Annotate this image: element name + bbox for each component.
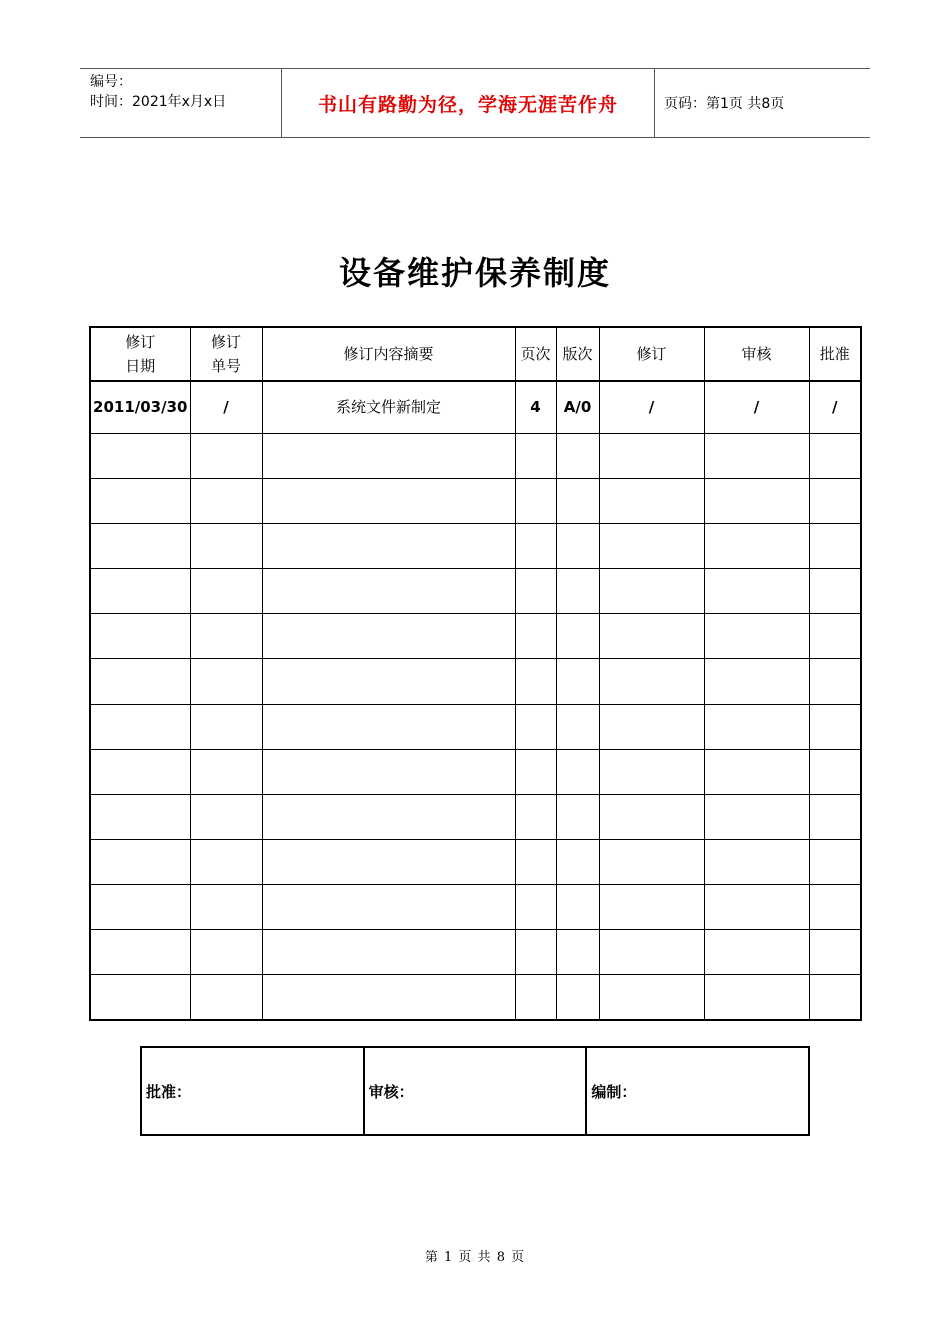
header-motto-cell xyxy=(282,69,655,137)
empty-cell xyxy=(704,569,809,614)
empty-cell xyxy=(809,794,861,839)
empty-cell xyxy=(190,930,262,975)
empty-cell xyxy=(515,975,556,1020)
table-row xyxy=(90,614,861,659)
table-row xyxy=(90,381,861,433)
empty-cell xyxy=(262,704,515,749)
empty-cell xyxy=(90,749,190,794)
empty-cell xyxy=(599,569,704,614)
empty-cell xyxy=(90,614,190,659)
empty-cell xyxy=(599,433,704,478)
empty-cell xyxy=(599,930,704,975)
empty-cell xyxy=(262,794,515,839)
empty-cell xyxy=(556,839,599,884)
empty-cell xyxy=(262,749,515,794)
empty-cell xyxy=(262,839,515,884)
header-cell-approve: 批准 xyxy=(809,327,861,381)
empty-cell xyxy=(90,704,190,749)
empty-cell xyxy=(556,975,599,1020)
empty-cell xyxy=(556,659,599,704)
empty-cell xyxy=(515,749,556,794)
table-row xyxy=(90,930,861,975)
table-header-row xyxy=(90,327,861,381)
empty-cell xyxy=(190,659,262,704)
empty-cell xyxy=(262,930,515,975)
empty-cell xyxy=(90,839,190,884)
empty-cell xyxy=(262,569,515,614)
header-meta xyxy=(80,69,282,137)
empty-rows xyxy=(90,433,861,1020)
table-row xyxy=(90,975,861,1020)
table-row xyxy=(90,794,861,839)
empty-cell xyxy=(190,975,262,1020)
empty-cell xyxy=(599,659,704,704)
table-row xyxy=(90,704,861,749)
empty-cell xyxy=(809,569,861,614)
page-footer: 第 1 页 共 8 页 xyxy=(424,1250,526,1265)
header-cell-date xyxy=(90,327,190,381)
empty-cell xyxy=(556,433,599,478)
cell-revise: / xyxy=(599,381,704,433)
sign-table xyxy=(140,1046,810,1136)
table-row xyxy=(90,749,861,794)
header-text: 修订 xyxy=(125,333,156,352)
empty-cell xyxy=(515,885,556,930)
empty-cell xyxy=(190,749,262,794)
empty-cell xyxy=(599,975,704,1020)
empty-cell xyxy=(809,975,861,1020)
empty-cell xyxy=(262,659,515,704)
empty-cell xyxy=(556,749,599,794)
empty-cell xyxy=(515,704,556,749)
approve-cell: 批准： xyxy=(141,1047,364,1135)
empty-cell xyxy=(599,704,704,749)
empty-cell xyxy=(599,839,704,884)
empty-cell xyxy=(262,524,515,569)
empty-cell xyxy=(809,524,861,569)
empty-cell xyxy=(599,794,704,839)
empty-cell xyxy=(190,794,262,839)
empty-cell xyxy=(515,659,556,704)
empty-cell xyxy=(90,975,190,1020)
header-cell-review: 审核 xyxy=(704,327,809,381)
empty-cell xyxy=(809,839,861,884)
empty-cell xyxy=(809,749,861,794)
empty-cell xyxy=(809,614,861,659)
empty-cell xyxy=(704,885,809,930)
cell-date: 2011/03/30 xyxy=(90,381,190,433)
empty-cell xyxy=(515,930,556,975)
empty-cell xyxy=(190,704,262,749)
empty-cell xyxy=(704,704,809,749)
empty-cell xyxy=(262,433,515,478)
empty-cell xyxy=(809,704,861,749)
empty-cell xyxy=(704,930,809,975)
empty-cell xyxy=(704,975,809,1020)
empty-cell xyxy=(809,885,861,930)
sign-row xyxy=(141,1047,809,1135)
table-row xyxy=(90,659,861,704)
empty-cell xyxy=(90,659,190,704)
empty-cell xyxy=(262,975,515,1020)
empty-cell xyxy=(809,478,861,523)
empty-cell xyxy=(515,839,556,884)
empty-cell xyxy=(556,614,599,659)
empty-cell xyxy=(704,839,809,884)
empty-cell xyxy=(90,524,190,569)
table-row xyxy=(90,839,861,884)
empty-cell xyxy=(515,478,556,523)
table-row xyxy=(90,478,861,523)
empty-cell xyxy=(190,839,262,884)
table-row xyxy=(90,885,861,930)
table-row xyxy=(90,524,861,569)
empty-cell xyxy=(809,433,861,478)
empty-cell xyxy=(190,885,262,930)
empty-cell xyxy=(262,885,515,930)
empty-cell xyxy=(704,433,809,478)
empty-cell xyxy=(704,478,809,523)
empty-cell xyxy=(809,659,861,704)
empty-cell xyxy=(704,794,809,839)
empty-cell xyxy=(556,569,599,614)
empty-cell xyxy=(599,614,704,659)
review-cell: 审核： xyxy=(364,1047,587,1135)
empty-cell xyxy=(704,749,809,794)
number-label: 编号： xyxy=(90,74,132,90)
empty-cell xyxy=(262,478,515,523)
empty-cell xyxy=(599,524,704,569)
motto: 书山有路勤为径，学海无涯苦作舟 xyxy=(317,93,618,116)
empty-cell xyxy=(90,433,190,478)
document-header xyxy=(80,68,870,138)
empty-cell xyxy=(90,569,190,614)
empty-cell xyxy=(90,794,190,839)
empty-cell xyxy=(704,524,809,569)
empty-cell xyxy=(704,659,809,704)
empty-cell xyxy=(515,569,556,614)
empty-cell xyxy=(599,885,704,930)
header-cell-order-no xyxy=(190,327,262,381)
empty-cell xyxy=(599,749,704,794)
empty-cell xyxy=(556,478,599,523)
empty-cell xyxy=(704,614,809,659)
header-page-cell xyxy=(655,69,870,137)
compile-cell: 编制： xyxy=(586,1047,809,1135)
header-cell-version: 版次 xyxy=(556,327,599,381)
empty-cell xyxy=(190,614,262,659)
empty-cell xyxy=(515,614,556,659)
empty-cell xyxy=(190,478,262,523)
cell-review: / xyxy=(704,381,809,433)
cell-summary: 系统文件新制定 xyxy=(262,381,515,433)
cell-approve: / xyxy=(809,381,861,433)
table-row xyxy=(90,569,861,614)
empty-cell xyxy=(90,885,190,930)
header-text: 修订 xyxy=(210,333,241,352)
empty-cell xyxy=(556,794,599,839)
cell-page: 4 xyxy=(515,381,556,433)
page-info: 页码：第1页 共8页 xyxy=(664,96,785,112)
revision-table xyxy=(89,326,862,1021)
empty-cell xyxy=(556,885,599,930)
header-text: 单号 xyxy=(210,357,241,376)
empty-cell xyxy=(556,930,599,975)
header-cell-revise: 修订 xyxy=(599,327,704,381)
cell-order-no: / xyxy=(190,381,262,433)
header-text: 日期 xyxy=(125,357,156,376)
empty-cell xyxy=(90,930,190,975)
table-row xyxy=(90,433,861,478)
empty-cell xyxy=(262,614,515,659)
time-label: 时间：2021年x月x日 xyxy=(90,94,227,110)
header-cell-page: 页次 xyxy=(515,327,556,381)
empty-cell xyxy=(515,433,556,478)
empty-cell xyxy=(599,478,704,523)
empty-cell xyxy=(515,524,556,569)
empty-cell xyxy=(190,524,262,569)
empty-cell xyxy=(190,433,262,478)
header-cell-summary: 修订内容摘要 xyxy=(262,327,515,381)
empty-cell xyxy=(556,704,599,749)
document-title: 设备维护保养制度 xyxy=(338,254,611,292)
empty-cell xyxy=(556,524,599,569)
empty-cell xyxy=(190,569,262,614)
empty-cell xyxy=(90,478,190,523)
empty-cell xyxy=(515,794,556,839)
cell-version: A/0 xyxy=(556,381,599,433)
empty-cell xyxy=(809,930,861,975)
